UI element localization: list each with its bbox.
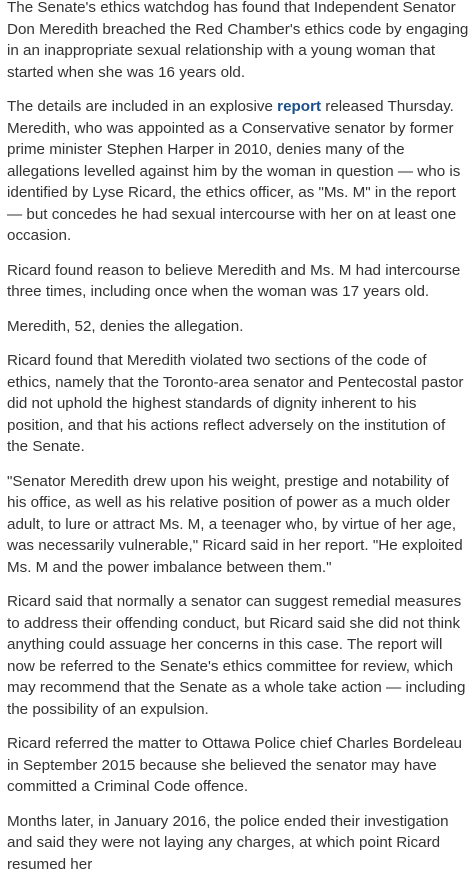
paragraph-7: Ricard said that normally a senator can suggest remedial measures to address their offending conduct, but Ricard said she did not think anything could assuage her concerns in this case. The report will now be referred to the Senate's ethics committee for review, which may recommend that the Senate as a whole take action — including the possibility of an expulsion.	[7, 593, 466, 718]
paragraph-5: Ricard found that Meredith violated two sections of the code of ethics, namely that the Toronto-area senator and Pentecostal pastor did not uphold the highest standards of dignity inherent to his position, and that his actions reflect adversely on the institution of the Senate.	[7, 352, 464, 455]
paragraph-2	[7, 96, 470, 247]
paragraph-8: Ricard referred the matter to Ottawa Police chief Charles Bordeleau in September 2015 because she believed the senator may have committed a Criminal Code offence.	[7, 735, 462, 795]
report-link[interactable]: report	[277, 98, 322, 115]
paragraph-2-rest: released Thursday. Meredith, who was appointed as a Conservative senator by former prime minister Stephen Harper in 2010, denies many of the allegations levelled against him by the woman in question — who is identified by Lyse Ricard, the ethics officer, as "Ms. M" in the report — but concedes he had sexual intercourse with her on at least one occasion.	[7, 98, 461, 244]
paragraph-4: Meredith, 52, denies the allegation.	[7, 317, 244, 335]
paragraph-3: Ricard found reason to believe Meredith and Ms. M had intercourse three times, including once when the woman was 17 years old.	[7, 261, 461, 300]
paragraph-2-lead: The details are included in an explosive	[7, 98, 278, 115]
paragraph-6: "Senator Meredith drew upon his weight, prestige and notability of his office, as well as his relative position of power as a much older adult, to lure or attract Ms. M, a teenager who, by virtue of her age, was necessarily vulnerable," Ricard said in her report. "He exploited Ms. M and the power imbalance between them."	[7, 472, 463, 576]
paragraph-1: The Senate's ethics watchdog has found that Independent Senator Don Meredith breached the Red Chamber's ethics code by engaging in an inappropriate sexual relationship with a young woman that started when she was 16 years old.	[7, 0, 469, 81]
paragraph-9: Months later, in January 2016, the police ended their investigation and said they were not laying any charges, at which point Ricard resumed her	[7, 812, 449, 873]
